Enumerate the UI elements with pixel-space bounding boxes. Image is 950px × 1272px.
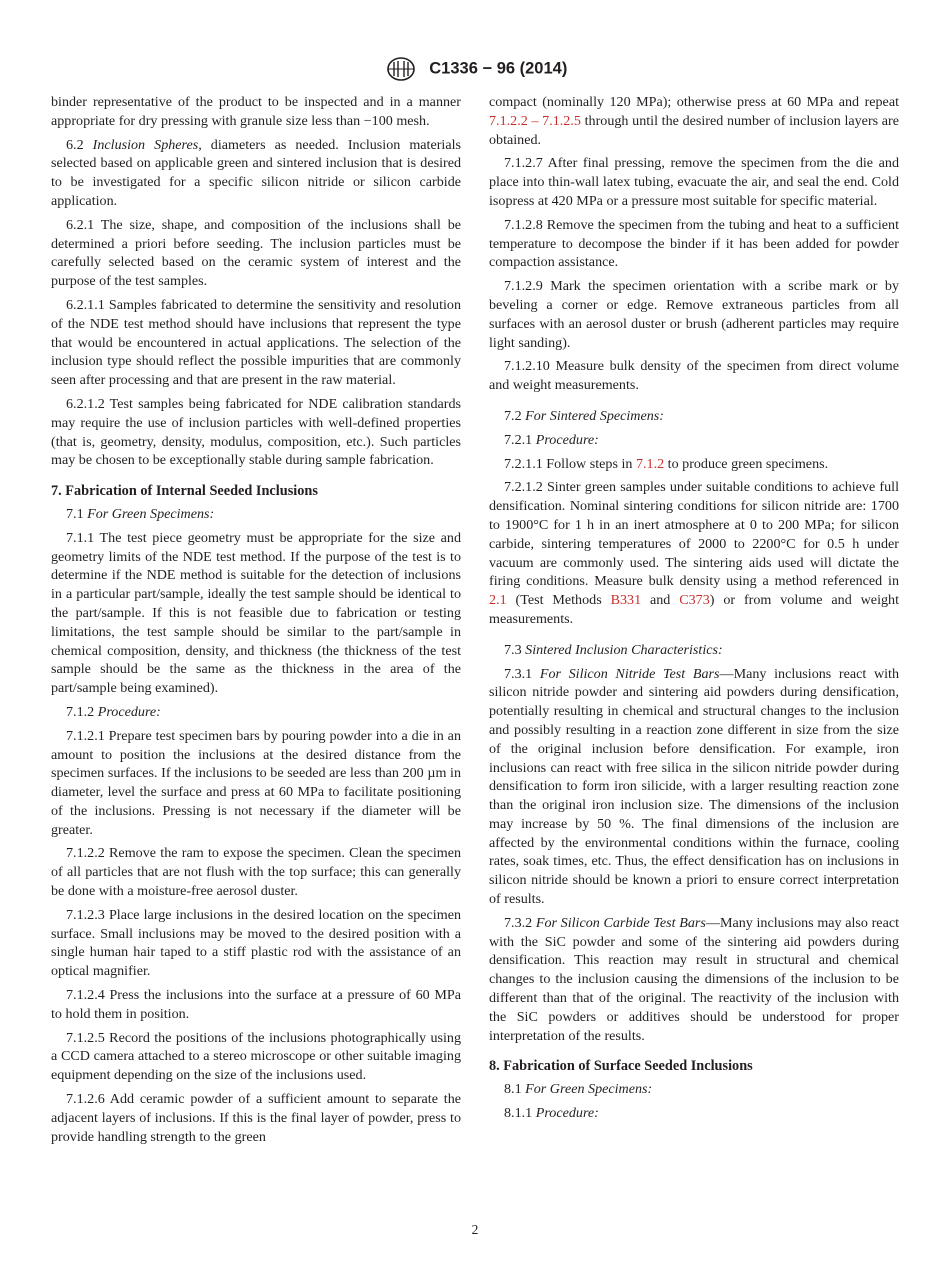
section-8-1: 8.1 For Green Specimens: xyxy=(504,1081,653,1098)
section-7-2: 7.2 For Sintered Specimens: xyxy=(504,407,664,424)
section-7-3-2: 7.3.2 For Silicon Carbide Test Bars—Many inclusions may also react with the SiC powder and some of the sintering aid powders during densification. This reaction may result in structural and chemical changes to the inclusion causing the dimensions of the inclusion to be different than that of the original. The reactivity of the inclusion with the SiC powders or additives should be understood for proper interpretation of the results. xyxy=(489,914,899,1044)
section-7-2-1: 7.2.1 Procedure: xyxy=(504,431,599,448)
section-7-3: 7.3 Sintered Inclusion Characteristics: xyxy=(504,641,723,658)
section-7-1-2-10: 7.1.2.10 Measure bulk density of the specimen from direct volume and weight measurements. xyxy=(489,358,899,394)
section-7-1-2-3: 7.1.2.3 Place large inclusions in the desired location on the specimen surface. Small inclusions may be moved to the desired position with a single human hair taped to a stiff plastic rod with the assistance of an optical magnifier. xyxy=(51,906,461,980)
section-7-1-2-1: 7.1.2.1 Prepare test specimen bars by pouring powder into a die in an amount to position the inclusions at the desired distance from the specimen surfaces. If the inclusions to be seeded are less than 200 µm in diameter, level the surface and press at 60 MPa to facilitate positioning of the inclusions. Pressing is not necessary if the diameter will be greater. xyxy=(51,727,461,838)
page-number: 2 xyxy=(471,1222,479,1237)
document-code: C1336 − 96 (2014) xyxy=(429,59,568,78)
section-7-1-2-8: 7.1.2.8 Remove the specimen from the tubing and heat to a sufficient temperature to decompose the binder if it has been added for powder compaction assistance. xyxy=(489,216,899,271)
section-6-2-1: 6.2.1 The size, shape, and composition of the inclusions shall be determined a priori before seeding. The inclusion particles must be carefully selected based on the ceramic system of interest and the purpose of the test samples. xyxy=(51,216,461,290)
section-7-2-1-1: 7.2.1.1 Follow steps in 7.1.2 to produce green specimens. xyxy=(504,455,829,472)
astm-logo-icon xyxy=(383,57,419,81)
section-link[interactable]: 7.1.2.2 – 7.1.2.5 xyxy=(489,112,581,129)
paragraph-continued: compact (nominally 120 MPa); otherwise press at 60 MPa and repeat 7.1.2.2 – 7.1.2.5 through until the desired number of inclusion layers are obtained. xyxy=(489,94,900,148)
section-7-1-2-4: 7.1.2.4 Press the inclusions into the surface at a pressure of 60 MPa to hold them in position. xyxy=(51,987,461,1022)
section-7-1-2-6: 7.1.2.6 Add ceramic powder of a sufficient amount to separate the adjacent layers of inclusions. If this is the final layer of powder, press to provide handling strength to the green xyxy=(51,1091,461,1145)
section-7-2-1-2: 7.2.1.2 Sinter green samples under suitable conditions to achieve full densification. Nominal sintering conditions for silicon nitride are: 1700 to 1900°C for 1 h in an inert atmosphere at 0 to 200 MPa; for silicon carbide, sintering temperatures of 2000 to 2200°C for 0.5 h under vacuum are commonly used. The sintering aids used will dictate the firing conditions. Measure bulk density using a method referenced in 2.1 (Test Methods B331 and C373) or from volume and weight measurements. xyxy=(489,479,899,627)
section-8-1-1: 8.1.1 Procedure: xyxy=(504,1105,599,1122)
section-6-2-1-2: 6.2.1.2 Test samples being fabricated for NDE calibration standards may require the use of inclusion particles with well-defined properties (that is, geometry, density, modulus, composition, etc.). Such particles may be chosen to be exceptionally stable during sample fabrication. xyxy=(51,395,461,469)
left-column xyxy=(51,93,461,1151)
section-7-1-2-7: 7.1.2.7 After final pressing, remove the specimen from the die and place into thin-wall latex tubing, evacuate the air, and seal the end. Cold isopress at 420 MPa or a pressure most suitable for specific material. xyxy=(489,155,899,209)
right-column xyxy=(489,93,899,1128)
page-header xyxy=(0,56,950,81)
section-7-1-2: 7.1.2 Procedure: xyxy=(66,703,161,720)
section-heading-7: 7. Fabrication of Internal Seeded Inclusions xyxy=(51,483,318,500)
section-7-1-2-2: 7.1.2.2 Remove the ram to expose the specimen. Clean the specimen of all particles that are not flush with the top surface; this can generally be done with a moisture-free aerosol duster. xyxy=(51,845,461,900)
section-link[interactable]: 7.1.2 xyxy=(635,455,665,472)
section-7-1-1: 7.1.1 The test piece geometry must be appropriate for the size and geometry limits of the NDE test method. If the purpose of the test is to determine if the NDE method is suitable for the detection of inclusions in a particular part/sample, ideally the test sample should be identical to the part/sample. If this is not feasible due to fabrication or testing limitations, the test sample should be similar to the part/sample in chemical composition, density, and thickness (the thickness of the test sample should be the same as the thickness in the area of the part/sample being examined). xyxy=(51,529,461,697)
section-6-2-1-1: 6.2.1.1 Samples fabricated to determine the sensitivity and resolution of the NDE test method should have inclusions that represent the type that would be encountered in actual applications. The selection of the inclusion type should reflect the possible impurities that are commonly seen after processing and that are present in the raw material. xyxy=(51,296,461,389)
section-7-1-2-5: 7.1.2.5 Record the positions of the inclusions photographically using a CCD camera attached to a stereo microscope or other suitable imaging equipment depending on the size of the inclusions used. xyxy=(51,1029,461,1084)
section-7-3-1: 7.3.1 For Silicon Nitride Test Bars—Many inclusions react with silicon nitride powder and sintering aid powders during densification, potentially resulting in chemical and structural changes to the inclusion and possibly resulting in a reaction zone different in size from the size of the original inclusion before densification. For example, iron inclusions can react with free silica in the silicon nitride powder during densification to form iron silicide, with a larger resulting reaction zone than the original iron inclusion size. The dimensions of the inclusion may increase by 50 %. The final dimensions of the inclusion are affected by the environmental conditions within the furnace, cooling rates, soak times, etc. Thus, the effect densification has on inclusions in silicon nitride should be known a priori to ensure correct interpretation of results. xyxy=(489,665,899,908)
paragraph: binder representative of the product to be inspected and in a manner appropriate for dry pressing with granule size less than −100 mesh. xyxy=(51,94,461,129)
standard-link[interactable]: C373 xyxy=(679,592,710,609)
section-heading-8: 8. Fabrication of Surface Seeded Inclusions xyxy=(489,1058,753,1075)
section-7-1-2-9: 7.1.2.9 Mark the specimen orientation with a scribe mark or by beveling a corner or edge. Remove extraneous particles from all surfaces with an aerosol duster or brush (adherent particles may require light sanding). xyxy=(489,278,899,351)
section-6-2: 6.2 Inclusion Spheres, diameters as needed. Inclusion materials selected based on applicable green and sintered inclusion that is desired to be investigated for a specific silicon nitride or silicon carbide application. xyxy=(51,136,461,209)
section-7-1: 7.1 For Green Specimens: xyxy=(66,505,215,522)
section-link[interactable]: 2.1 xyxy=(489,592,507,609)
standard-link[interactable]: B331 xyxy=(610,592,642,609)
